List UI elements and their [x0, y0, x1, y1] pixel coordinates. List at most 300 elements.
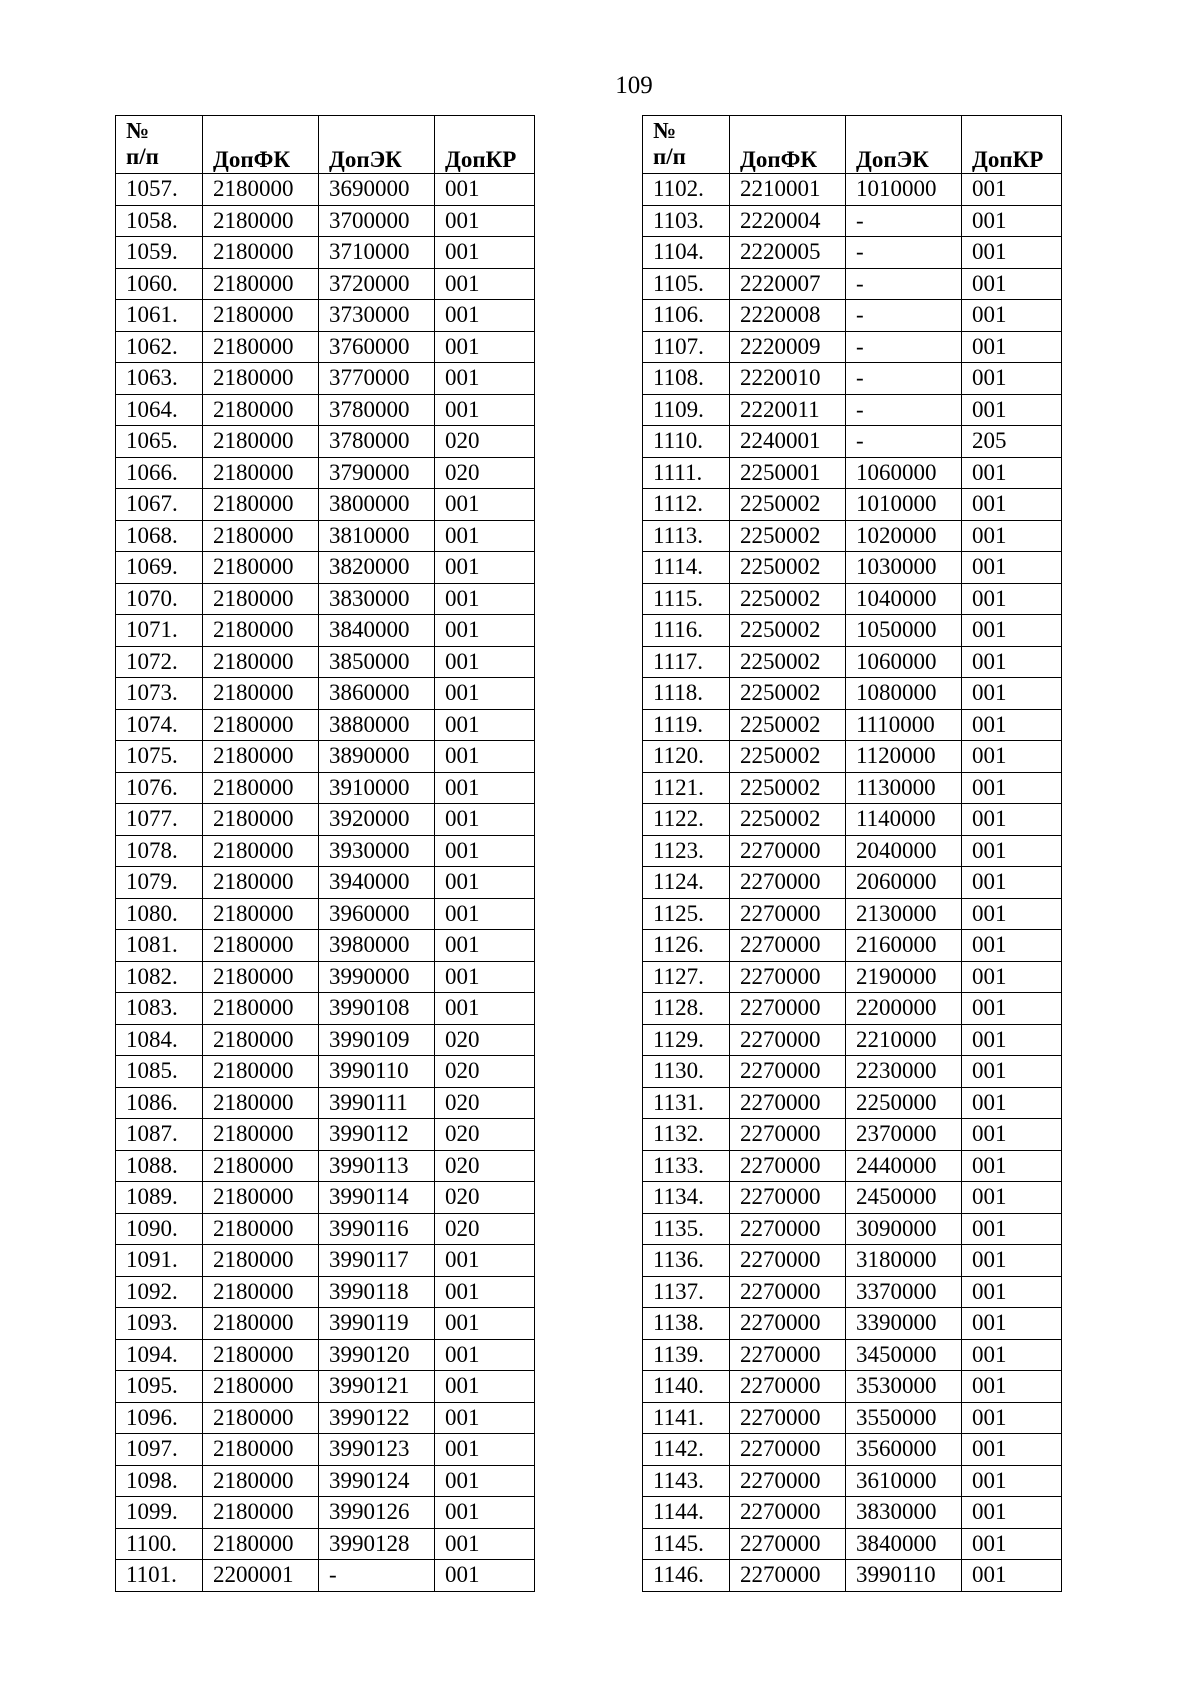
- cell-number: 1127.: [643, 961, 730, 993]
- cell-dop-ek: 3990000: [319, 961, 435, 993]
- header-dop-fk: ДопФК: [730, 116, 846, 174]
- cell-number: 1080.: [116, 898, 203, 930]
- cell-dop-fk: 2180000: [203, 583, 319, 615]
- cell-dop-ek: 3990122: [319, 1402, 435, 1434]
- cell-dop-ek: 3930000: [319, 835, 435, 867]
- cell-dop-kr: 001: [962, 930, 1062, 962]
- cell-dop-ek: 3770000: [319, 363, 435, 395]
- cell-dop-kr: 001: [435, 1308, 535, 1340]
- table-row: [643, 1024, 1062, 1056]
- cell-dop-fk: 2180000: [203, 1528, 319, 1560]
- cell-dop-kr: 001: [962, 1024, 1062, 1056]
- table-row: [116, 237, 535, 269]
- cell-number: 1132.: [643, 1119, 730, 1151]
- cell-dop-kr: 001: [962, 1308, 1062, 1340]
- cell-number: 1102.: [643, 174, 730, 206]
- cell-number: 1072.: [116, 646, 203, 678]
- cell-dop-fk: 2180000: [203, 741, 319, 773]
- cell-dop-kr: 001: [435, 1371, 535, 1403]
- table-row: [116, 867, 535, 899]
- cell-number: 1121.: [643, 772, 730, 804]
- cell-number: 1110.: [643, 426, 730, 458]
- cell-dop-fk: 2180000: [203, 993, 319, 1025]
- cell-dop-fk: 2220008: [730, 300, 846, 332]
- cell-dop-ek: 3700000: [319, 205, 435, 237]
- cell-number: 1130.: [643, 1056, 730, 1088]
- cell-dop-kr: 001: [962, 1339, 1062, 1371]
- cell-dop-kr: 001: [962, 741, 1062, 773]
- table-row: [116, 1182, 535, 1214]
- table-row: [116, 898, 535, 930]
- cell-number: 1108.: [643, 363, 730, 395]
- cell-dop-fk: 2210001: [730, 174, 846, 206]
- cell-number: 1091.: [116, 1245, 203, 1277]
- cell-dop-fk: 2180000: [203, 520, 319, 552]
- cell-number: 1109.: [643, 394, 730, 426]
- table-row: [116, 331, 535, 363]
- cell-dop-kr: 001: [435, 741, 535, 773]
- cell-dop-fk: 2180000: [203, 678, 319, 710]
- table-row: [116, 1465, 535, 1497]
- cell-dop-kr: 001: [435, 1339, 535, 1371]
- cell-dop-ek: 3810000: [319, 520, 435, 552]
- table-row: [643, 1465, 1062, 1497]
- cell-number: 1096.: [116, 1402, 203, 1434]
- table-row: [643, 772, 1062, 804]
- cell-dop-ek: 3990121: [319, 1371, 435, 1403]
- cell-dop-kr: 001: [962, 489, 1062, 521]
- cell-dop-kr: 020: [435, 1182, 535, 1214]
- header-number-sign: №: [126, 118, 150, 143]
- cell-dop-fk: 2250002: [730, 615, 846, 647]
- cell-number: 1141.: [643, 1402, 730, 1434]
- cell-dop-fk: 2180000: [203, 426, 319, 458]
- cell-dop-ek: 1020000: [846, 520, 962, 552]
- header-number: [643, 116, 730, 174]
- cell-dop-kr: 001: [962, 835, 1062, 867]
- cell-number: 1066.: [116, 457, 203, 489]
- cell-number: 1125.: [643, 898, 730, 930]
- cell-dop-ek: 3860000: [319, 678, 435, 710]
- table-row: [643, 1434, 1062, 1466]
- table-row: [643, 583, 1062, 615]
- cell-number: 1112.: [643, 489, 730, 521]
- cell-dop-fk: 2180000: [203, 1276, 319, 1308]
- cell-dop-fk: 2250002: [730, 646, 846, 678]
- cell-number: 1068.: [116, 520, 203, 552]
- cell-dop-kr: 001: [962, 1087, 1062, 1119]
- cell-number: 1063.: [116, 363, 203, 395]
- cell-dop-ek: 3990108: [319, 993, 435, 1025]
- cell-dop-ek: 3850000: [319, 646, 435, 678]
- table-row: [116, 174, 535, 206]
- cell-dop-fk: 2180000: [203, 1371, 319, 1403]
- cell-dop-fk: 2270000: [730, 1150, 846, 1182]
- cell-number: 1118.: [643, 678, 730, 710]
- cell-dop-ek: -: [846, 237, 962, 269]
- cell-dop-kr: 001: [435, 615, 535, 647]
- codes-table-left: [115, 115, 535, 1592]
- cell-dop-ek: 3890000: [319, 741, 435, 773]
- cell-number: 1081.: [116, 930, 203, 962]
- cell-dop-fk: 2240001: [730, 426, 846, 458]
- cell-dop-fk: 2250002: [730, 709, 846, 741]
- cell-dop-ek: -: [846, 394, 962, 426]
- cell-dop-fk: 2270000: [730, 1434, 846, 1466]
- cell-number: 1105.: [643, 268, 730, 300]
- header-dop-ek: ДопЭК: [846, 116, 962, 174]
- table-row: [643, 1497, 1062, 1529]
- cell-dop-fk: 2180000: [203, 1245, 319, 1277]
- table-row: [643, 961, 1062, 993]
- table-row: [643, 1056, 1062, 1088]
- cell-dop-ek: 1050000: [846, 615, 962, 647]
- table-row: [643, 1308, 1062, 1340]
- cell-dop-fk: 2270000: [730, 993, 846, 1025]
- cell-number: 1071.: [116, 615, 203, 647]
- cell-number: 1120.: [643, 741, 730, 773]
- cell-dop-fk: 2180000: [203, 1465, 319, 1497]
- cell-number: 1082.: [116, 961, 203, 993]
- cell-dop-ek: 3830000: [319, 583, 435, 615]
- cell-dop-kr: 001: [435, 709, 535, 741]
- cell-dop-ek: 3180000: [846, 1245, 962, 1277]
- cell-dop-ek: 3720000: [319, 268, 435, 300]
- cell-dop-ek: -: [846, 300, 962, 332]
- cell-number: 1076.: [116, 772, 203, 804]
- cell-dop-kr: 001: [962, 331, 1062, 363]
- header-dop-fk: ДопФК: [203, 116, 319, 174]
- cell-number: 1137.: [643, 1276, 730, 1308]
- cell-dop-kr: 001: [435, 961, 535, 993]
- table-row: [643, 930, 1062, 962]
- header-number-abbr: п/п: [653, 144, 686, 169]
- cell-number: 1074.: [116, 709, 203, 741]
- cell-dop-kr: 001: [962, 205, 1062, 237]
- cell-dop-fk: 2250002: [730, 741, 846, 773]
- cell-dop-ek: -: [846, 205, 962, 237]
- table-row: [116, 268, 535, 300]
- cell-dop-kr: 001: [962, 237, 1062, 269]
- cell-dop-fk: 2180000: [203, 772, 319, 804]
- cell-number: 1119.: [643, 709, 730, 741]
- cell-dop-kr: 001: [435, 394, 535, 426]
- cell-dop-ek: 3840000: [319, 615, 435, 647]
- table-row: [643, 1182, 1062, 1214]
- cell-dop-kr: 001: [435, 1465, 535, 1497]
- table-row: [643, 174, 1062, 206]
- cell-dop-ek: 3960000: [319, 898, 435, 930]
- table-row: [643, 426, 1062, 458]
- cell-number: 1093.: [116, 1308, 203, 1340]
- table-row: [643, 489, 1062, 521]
- cell-dop-fk: 2270000: [730, 1465, 846, 1497]
- cell-dop-ek: 1060000: [846, 457, 962, 489]
- cell-number: 1060.: [116, 268, 203, 300]
- cell-dop-fk: 2180000: [203, 709, 319, 741]
- table-row: [643, 205, 1062, 237]
- table-row: [643, 1245, 1062, 1277]
- table-row: [643, 300, 1062, 332]
- cell-dop-kr: 001: [435, 489, 535, 521]
- cell-dop-kr: 001: [962, 268, 1062, 300]
- table-row: [643, 1528, 1062, 1560]
- cell-number: 1143.: [643, 1465, 730, 1497]
- cell-number: 1138.: [643, 1308, 730, 1340]
- table-row: [643, 363, 1062, 395]
- table-row: [116, 205, 535, 237]
- cell-number: 1061.: [116, 300, 203, 332]
- table-row: [116, 835, 535, 867]
- cell-dop-kr: 001: [962, 583, 1062, 615]
- cell-number: 1058.: [116, 205, 203, 237]
- cell-number: 1115.: [643, 583, 730, 615]
- cell-number: 1116.: [643, 615, 730, 647]
- cell-dop-kr: 001: [962, 1434, 1062, 1466]
- cell-dop-fk: 2180000: [203, 1339, 319, 1371]
- cell-dop-kr: 020: [435, 457, 535, 489]
- cell-dop-ek: 3990112: [319, 1119, 435, 1151]
- table-row: [116, 615, 535, 647]
- cell-dop-kr: 001: [435, 268, 535, 300]
- cell-dop-fk: 2250002: [730, 804, 846, 836]
- table-row: [643, 709, 1062, 741]
- cell-dop-kr: 001: [435, 205, 535, 237]
- cell-dop-fk: 2270000: [730, 1024, 846, 1056]
- table-row: [116, 646, 535, 678]
- table-row: [116, 489, 535, 521]
- cell-dop-ek: 1110000: [846, 709, 962, 741]
- cell-dop-ek: 3820000: [319, 552, 435, 584]
- cell-dop-kr: 001: [962, 1497, 1062, 1529]
- cell-dop-fk: 2220007: [730, 268, 846, 300]
- table-row: [643, 646, 1062, 678]
- cell-dop-kr: 020: [435, 1056, 535, 1088]
- cell-dop-fk: 2180000: [203, 300, 319, 332]
- cell-dop-ek: -: [319, 1560, 435, 1592]
- cell-number: 1094.: [116, 1339, 203, 1371]
- table-row: [643, 993, 1062, 1025]
- cell-dop-fk: 2270000: [730, 1371, 846, 1403]
- table-row: [643, 394, 1062, 426]
- table-row: [116, 1308, 535, 1340]
- cell-dop-fk: 2250002: [730, 678, 846, 710]
- cell-dop-ek: 3990126: [319, 1497, 435, 1529]
- cell-dop-fk: 2180000: [203, 237, 319, 269]
- cell-dop-fk: 2180000: [203, 1056, 319, 1088]
- cell-number: 1077.: [116, 804, 203, 836]
- table-row: [643, 804, 1062, 836]
- cell-dop-kr: 020: [435, 1119, 535, 1151]
- cell-dop-kr: 001: [962, 1182, 1062, 1214]
- cell-dop-ek: 3990116: [319, 1213, 435, 1245]
- cell-dop-ek: 2440000: [846, 1150, 962, 1182]
- cell-dop-fk: 2180000: [203, 1497, 319, 1529]
- cell-number: 1092.: [116, 1276, 203, 1308]
- cell-number: 1145.: [643, 1528, 730, 1560]
- table-row: [116, 363, 535, 395]
- cell-dop-ek: 3370000: [846, 1276, 962, 1308]
- cell-dop-fk: 2270000: [730, 1276, 846, 1308]
- cell-dop-fk: 2270000: [730, 1560, 846, 1592]
- cell-dop-fk: 2180000: [203, 1087, 319, 1119]
- cell-dop-kr: 001: [962, 804, 1062, 836]
- table-body: [643, 174, 1062, 1592]
- cell-dop-fk: 2270000: [730, 961, 846, 993]
- cell-dop-kr: 001: [435, 174, 535, 206]
- table-row: [643, 520, 1062, 552]
- cell-dop-fk: 2250001: [730, 457, 846, 489]
- header-number-abbr: п/п: [126, 144, 159, 169]
- cell-number: 1062.: [116, 331, 203, 363]
- cell-dop-ek: 2370000: [846, 1119, 962, 1151]
- cell-dop-ek: 3560000: [846, 1434, 962, 1466]
- table-row: [116, 583, 535, 615]
- cell-dop-fk: 2270000: [730, 1245, 846, 1277]
- cell-dop-fk: 2180000: [203, 268, 319, 300]
- table-row: [116, 1056, 535, 1088]
- cell-dop-kr: 001: [435, 1276, 535, 1308]
- table-row: [116, 678, 535, 710]
- cell-number: 1101.: [116, 1560, 203, 1592]
- cell-number: 1084.: [116, 1024, 203, 1056]
- cell-dop-fk: 2270000: [730, 1182, 846, 1214]
- cell-dop-kr: 001: [435, 1497, 535, 1529]
- cell-dop-kr: 001: [435, 993, 535, 1025]
- table-row: [116, 1528, 535, 1560]
- cell-dop-kr: 001: [962, 615, 1062, 647]
- cell-dop-kr: 001: [962, 1402, 1062, 1434]
- cell-dop-ek: 2190000: [846, 961, 962, 993]
- header-dop-kr: ДопКР: [962, 116, 1062, 174]
- cell-number: 1100.: [116, 1528, 203, 1560]
- cell-dop-kr: 001: [962, 552, 1062, 584]
- table-row: [116, 993, 535, 1025]
- table-row: [643, 1276, 1062, 1308]
- cell-dop-ek: 3760000: [319, 331, 435, 363]
- cell-number: 1139.: [643, 1339, 730, 1371]
- cell-dop-ek: 3530000: [846, 1371, 962, 1403]
- cell-number: 1133.: [643, 1150, 730, 1182]
- cell-dop-fk: 2270000: [730, 930, 846, 962]
- cell-number: 1106.: [643, 300, 730, 332]
- cell-number: 1090.: [116, 1213, 203, 1245]
- cell-dop-fk: 2250002: [730, 772, 846, 804]
- cell-dop-fk: 2220005: [730, 237, 846, 269]
- cell-dop-ek: 2040000: [846, 835, 962, 867]
- cell-dop-kr: 001: [962, 646, 1062, 678]
- cell-dop-kr: 020: [435, 1024, 535, 1056]
- cell-dop-fk: 2200001: [203, 1560, 319, 1592]
- cell-dop-kr: 001: [962, 961, 1062, 993]
- cell-number: 1073.: [116, 678, 203, 710]
- cell-dop-kr: 001: [962, 520, 1062, 552]
- cell-dop-fk: 2270000: [730, 1339, 846, 1371]
- cell-number: 1136.: [643, 1245, 730, 1277]
- table-row: [643, 237, 1062, 269]
- cell-dop-fk: 2180000: [203, 1119, 319, 1151]
- table-row: [643, 1402, 1062, 1434]
- cell-dop-ek: 1010000: [846, 174, 962, 206]
- cell-dop-kr: 001: [435, 583, 535, 615]
- cell-dop-fk: 2220010: [730, 363, 846, 395]
- table-row: [643, 1119, 1062, 1151]
- cell-number: 1128.: [643, 993, 730, 1025]
- header-dop-ek: ДопЭК: [319, 116, 435, 174]
- cell-dop-kr: 001: [435, 867, 535, 899]
- cell-dop-kr: 001: [962, 1528, 1062, 1560]
- cell-dop-ek: 3990119: [319, 1308, 435, 1340]
- page-number: 109: [615, 72, 653, 99]
- cell-dop-kr: 001: [962, 457, 1062, 489]
- cell-dop-ek: 3790000: [319, 457, 435, 489]
- cell-dop-kr: 001: [435, 1434, 535, 1466]
- cell-dop-fk: 2270000: [730, 867, 846, 899]
- cell-dop-kr: 001: [962, 1056, 1062, 1088]
- table-row: [116, 1150, 535, 1182]
- cell-number: 1098.: [116, 1465, 203, 1497]
- cell-dop-fk: 2180000: [203, 1434, 319, 1466]
- cell-number: 1079.: [116, 867, 203, 899]
- cell-number: 1089.: [116, 1182, 203, 1214]
- cell-dop-ek: 3990123: [319, 1434, 435, 1466]
- cell-number: 1086.: [116, 1087, 203, 1119]
- cell-dop-ek: 3980000: [319, 930, 435, 962]
- cell-number: 1057.: [116, 174, 203, 206]
- cell-number: 1131.: [643, 1087, 730, 1119]
- table-row: [116, 1434, 535, 1466]
- table-body: [116, 174, 535, 1592]
- cell-number: 1107.: [643, 331, 730, 363]
- cell-dop-ek: 3990118: [319, 1276, 435, 1308]
- cell-dop-ek: 3990124: [319, 1465, 435, 1497]
- cell-dop-kr: 001: [962, 1371, 1062, 1403]
- cell-number: 1117.: [643, 646, 730, 678]
- cell-dop-ek: 3990113: [319, 1150, 435, 1182]
- cell-dop-ek: 2060000: [846, 867, 962, 899]
- table-row: [643, 1150, 1062, 1182]
- cell-dop-fk: 2180000: [203, 1182, 319, 1214]
- cell-dop-ek: 1060000: [846, 646, 962, 678]
- table-row: [116, 394, 535, 426]
- cell-dop-kr: 001: [962, 709, 1062, 741]
- table-row: [116, 804, 535, 836]
- cell-dop-ek: 3710000: [319, 237, 435, 269]
- table-row: [116, 930, 535, 962]
- cell-dop-fk: 2270000: [730, 1497, 846, 1529]
- cell-dop-ek: 3990114: [319, 1182, 435, 1214]
- table-row: [643, 1371, 1062, 1403]
- cell-number: 1069.: [116, 552, 203, 584]
- cell-number: 1129.: [643, 1024, 730, 1056]
- cell-number: 1097.: [116, 1434, 203, 1466]
- cell-number: 1078.: [116, 835, 203, 867]
- cell-dop-ek: 3830000: [846, 1497, 962, 1529]
- table-row: [643, 867, 1062, 899]
- cell-dop-fk: 2270000: [730, 1119, 846, 1151]
- table-row: [643, 835, 1062, 867]
- cell-dop-ek: 3990109: [319, 1024, 435, 1056]
- cell-dop-fk: 2250002: [730, 489, 846, 521]
- cell-dop-ek: 2230000: [846, 1056, 962, 1088]
- cell-dop-kr: 020: [435, 1087, 535, 1119]
- cell-dop-ek: 3610000: [846, 1465, 962, 1497]
- cell-dop-ek: 3990120: [319, 1339, 435, 1371]
- table-row: [116, 300, 535, 332]
- cell-dop-ek: 3390000: [846, 1308, 962, 1340]
- table-row: [116, 709, 535, 741]
- cell-number: 1126.: [643, 930, 730, 962]
